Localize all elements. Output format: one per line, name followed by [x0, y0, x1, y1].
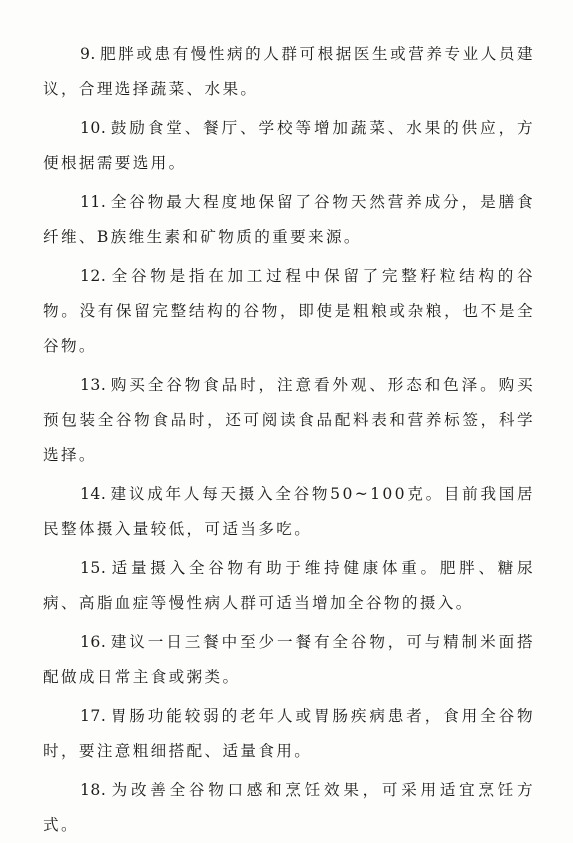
item-number: 13 .: [80, 376, 106, 394]
item-number: 11 .: [80, 193, 106, 211]
guideline-item-11: [43, 185, 535, 255]
guideline-item-15: [43, 551, 535, 621]
item-number: 16 .: [80, 633, 106, 651]
item-text: 适量摄入全谷物有助于维持健康体重。肥胖、糖尿病、高脂血症等慢性病人群可适当增加全谷物的摄入。: [43, 559, 535, 612]
item-number: 17 .: [80, 707, 106, 725]
guideline-item-17: [43, 699, 535, 769]
item-number: 14 .: [80, 485, 106, 503]
item-text: 胃肠功能较弱的老年人或胃肠疾病患者，食用全谷物时，要注意粗细搭配、适量食用。: [43, 707, 535, 760]
guideline-item-14: [43, 477, 535, 547]
item-text: 建议一日三餐中至少一餐有全谷物，可与精制米面搭配做成日常主食或粥类。: [43, 633, 535, 686]
item-text: 购买全谷物食品时，注意看外观、形态和色泽。购买预包装全谷物食品时，还可阅读食品配料表和营养标签，科学选择。: [43, 376, 535, 464]
item-number: 9 .: [80, 45, 96, 63]
item-number: 18 .: [80, 781, 106, 799]
item-text: 全谷物最大程度地保留了谷物天然营养成分，是膳食纤维、B族维生素和矿物质的重要来源。: [43, 193, 535, 246]
item-number: 12 .: [80, 267, 106, 285]
item-text: 肥胖或患有慢性病的人群可根据医生或营养专业人员建议，合理选择蔬菜、水果。: [43, 45, 535, 98]
item-text: 建议成年人每天摄入全谷物50~100克。目前我国居民整体摄入量较低，可适当多吃。: [43, 485, 535, 538]
item-text: 鼓励食堂、餐厅、学校等增加蔬菜、水果的供应，方便根据需要选用。: [43, 119, 535, 172]
guideline-item-13: [43, 368, 535, 473]
guideline-item-16: [43, 625, 535, 695]
guideline-item-18: [43, 773, 535, 843]
item-text: 为改善全谷物口感和烹饪效果，可采用适宜烹饪方式。: [43, 781, 535, 834]
guideline-item-9: [43, 37, 535, 107]
item-number: 15 .: [80, 559, 106, 577]
guideline-item-12: [43, 259, 535, 364]
guideline-item-10: [43, 111, 535, 181]
item-text: 全谷物是指在加工过程中保留了完整籽粒结构的谷物。没有保留完整结构的谷物，即使是粗粮或杂粮，也不是全谷物。: [43, 267, 535, 355]
item-number: 10 .: [80, 119, 106, 137]
